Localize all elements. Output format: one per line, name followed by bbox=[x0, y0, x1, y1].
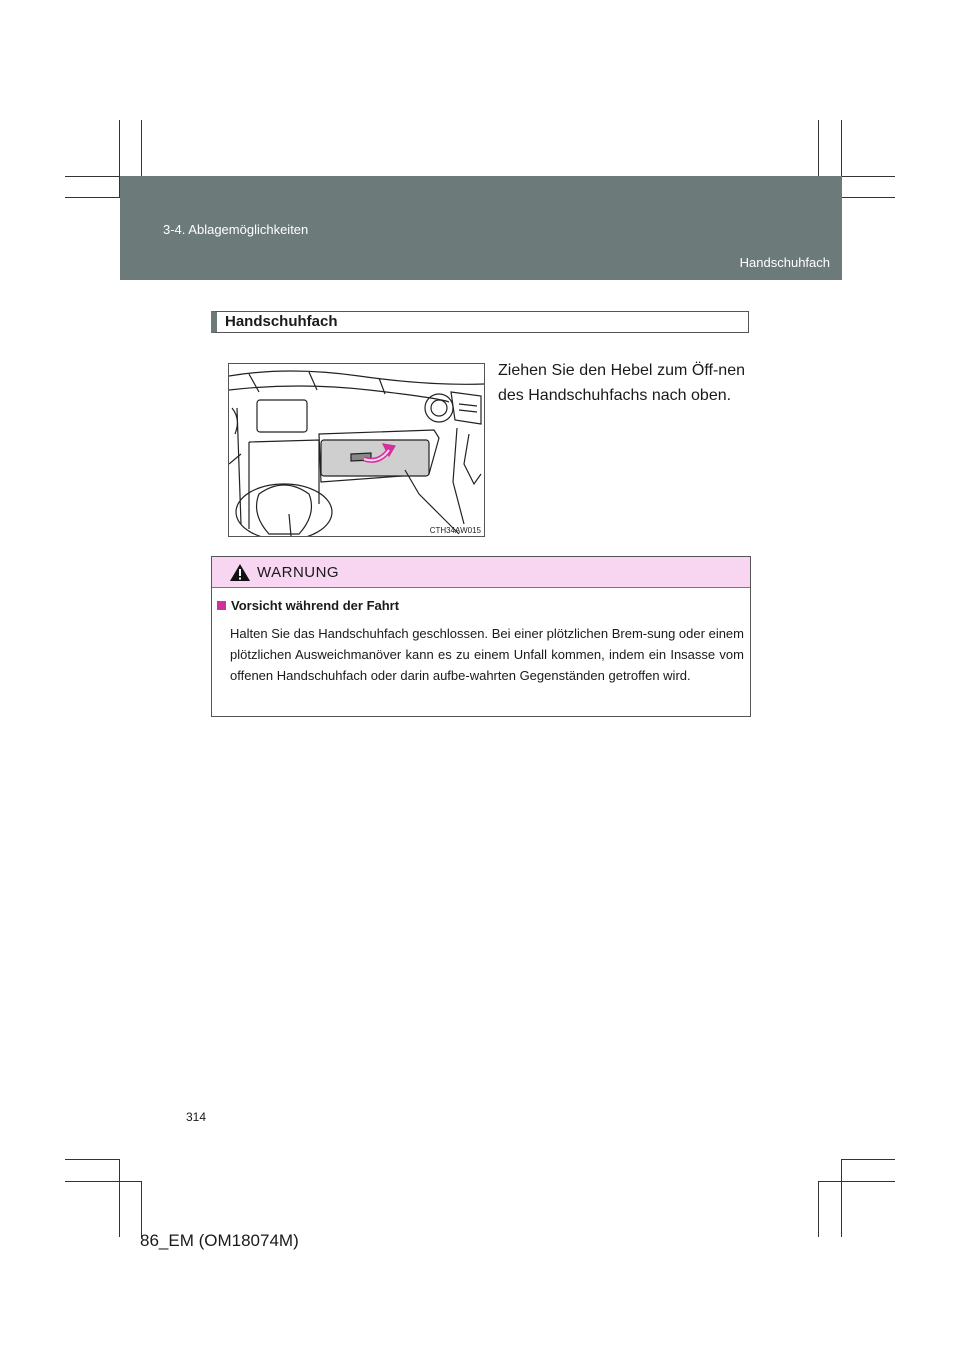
crop-mark bbox=[65, 1181, 141, 1182]
crop-mark bbox=[141, 120, 142, 176]
crop-mark bbox=[841, 1159, 842, 1237]
document-code: 86_EM (OM18074M) bbox=[140, 1231, 299, 1250]
glove-box-illustration bbox=[228, 363, 485, 537]
warning-title: WARNUNG bbox=[257, 564, 340, 581]
warning-body: Halten Sie das Handschuhfach geschlossen. Bei einer plötzlichen Brem-sung oder einem plötzlichen Ausweichmanöver kann es zu einem Unfall kommen, indem ein Insasse vom offenen Handschuhfach oder darin aufbe-wahrten Gegenständen getroffen wird. bbox=[230, 626, 744, 683]
warning-subheading: Vorsicht während der Fahrt bbox=[231, 598, 400, 613]
section-label: 3-4. Ablagemöglichkeiten bbox=[163, 222, 309, 237]
crop-mark bbox=[818, 120, 819, 176]
dashboard-drawing bbox=[229, 364, 484, 536]
warning-triangle-icon bbox=[229, 563, 251, 582]
chapter-header bbox=[120, 176, 842, 280]
warning-header bbox=[212, 557, 750, 588]
page-number: 314 bbox=[186, 1110, 207, 1124]
figure-code: CTH34AW015 bbox=[429, 526, 481, 535]
warning-box bbox=[211, 556, 751, 717]
crop-mark bbox=[841, 197, 895, 198]
crop-mark bbox=[119, 1159, 120, 1237]
instruction-text: Ziehen Sie den Hebel zum Öff-nen des Handschuhfachs nach oben. bbox=[498, 362, 745, 404]
crop-mark bbox=[841, 1159, 895, 1160]
crop-mark bbox=[818, 1181, 895, 1182]
warning-subheading-row bbox=[217, 598, 399, 613]
crop-mark bbox=[141, 1181, 142, 1237]
square-bullet-icon bbox=[217, 601, 226, 610]
crop-mark bbox=[65, 1159, 119, 1160]
section-title: Handschuhfach bbox=[211, 311, 749, 333]
crop-mark bbox=[65, 197, 119, 198]
topic-label: Handschuhfach bbox=[739, 255, 830, 270]
crop-mark bbox=[818, 1181, 819, 1237]
